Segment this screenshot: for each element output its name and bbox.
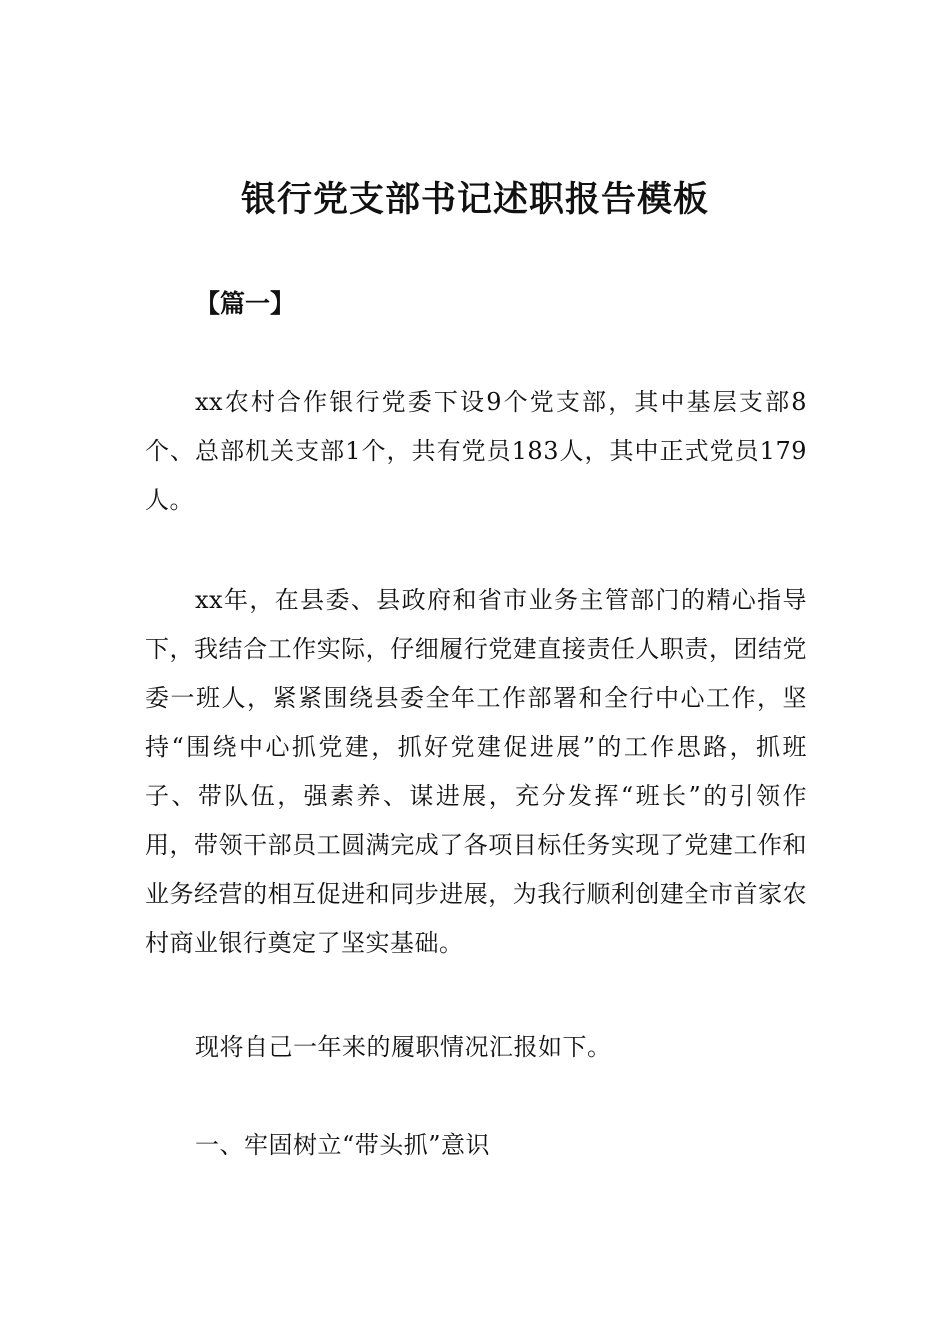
paragraph-work-summary: xx年，在县委、县政府和省市业务主管部门的精心指导下，我结合工作实际，仔细履行党建直接责任人职责，团结党委一班人，紧紧围绕县委全年工作部署和全行中心工作，坚持“围绕中心抓党建，抓好党建促进展”的工作思路，抓班子、带队伍，强素养、谋进展，充分发挥“班长”的引领作用，带领干部员工圆满完成了各项目标任务实现了党建工作和业务经营的相互促进和同步进展，为我行顺利创建全市首家农村商业银行奠定了坚实基础。 <box>145 586 807 957</box>
section-label: 【篇一】 <box>195 289 296 318</box>
paragraph-party-branches: xx农村合作银行党委下设9个党支部，其中基层支部8个、总部机关支部1个，共有党员183人，其中正式党员179人。 <box>145 388 807 514</box>
document-title: 银行党支部书记述职报告模板 <box>240 180 709 220</box>
section-heading-one: 一、牢固树立“带头抓”意识 <box>195 1131 491 1159</box>
paragraph-report-intro: 现将自己一年来的履职情况汇报如下。 <box>195 1033 612 1061</box>
